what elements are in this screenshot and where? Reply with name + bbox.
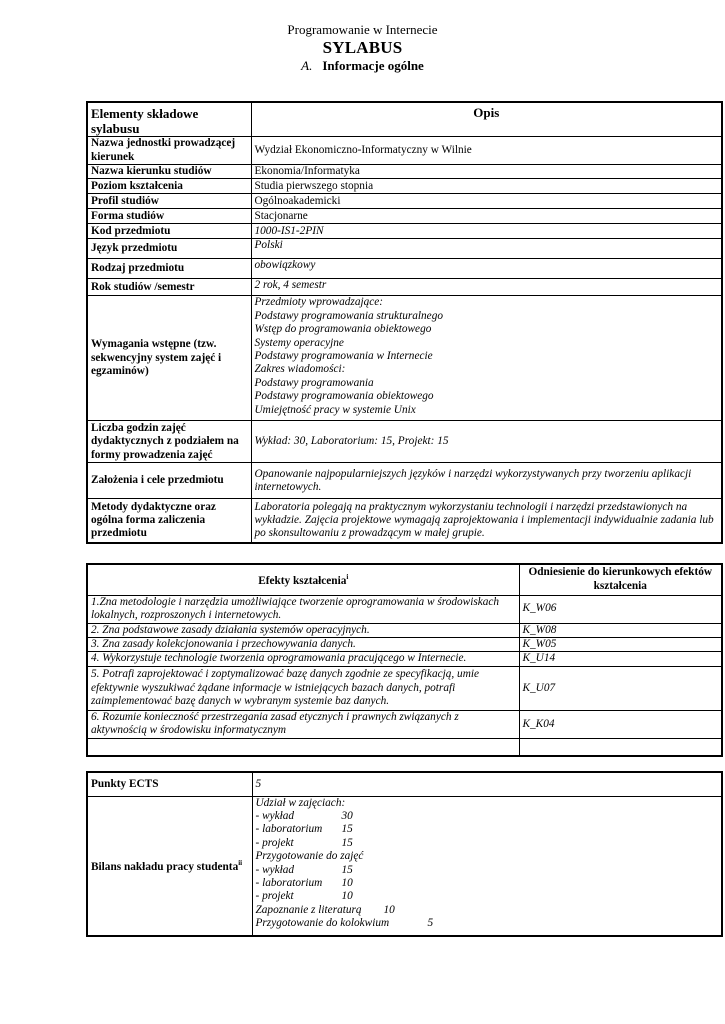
outcome-ref: K_W06	[519, 595, 722, 623]
section-number: A.	[301, 58, 313, 73]
row-label: Forma studiów	[87, 209, 251, 224]
row-label: Rok studiów /semestr	[87, 279, 251, 296]
row-label: Poziom kształcenia	[87, 179, 251, 194]
section-heading	[0, 58, 725, 74]
col-header-reference: Odniesienie do kierunkowych efektów kształcenia	[519, 564, 722, 595]
row-label: Język przedmiotu	[87, 239, 251, 259]
balance-item-name: - wykład	[255, 863, 295, 876]
outcomes-header-text: Efekty kształcenia	[258, 574, 347, 587]
row-value: 2 rok, 4 semestr	[251, 279, 722, 296]
outcome-text: 6. Rozumie konieczność przestrzegania zasad etycznych i prawnych związanych z aktywnością w środowisku informatycznym	[87, 710, 519, 738]
balance-item-value: 10	[383, 903, 395, 916]
section-title: Informacje ogólne	[322, 58, 424, 73]
table-row	[87, 666, 722, 710]
outcome-text: 1.Zna metodologie i narzędzia umożliwiające tworzenie oprogramowania w środowiskach lokalnych, rozproszonych i internetowych.	[87, 595, 519, 623]
row-label: Kod przedmiotu	[87, 224, 251, 239]
table-row	[87, 463, 722, 499]
table-row	[87, 772, 722, 796]
outcome-ref: K_W08	[519, 623, 722, 637]
list-item: Systemy operacyjne	[254, 336, 344, 349]
col-header-outcomes	[87, 564, 519, 595]
outcome-text: 5. Potrafi zaprojektować i zoptymalizować bazę danych zgodnie ze specyfikacją, umie efektywnie wyszukiwać żądane informacje w istniejących bazach danych, potrafi zaimplementować bazę danych w wybranym systemie baz danych.	[87, 666, 519, 710]
list-item: Podstawy programowania	[254, 376, 374, 389]
row-label: Nazwa kierunku studiów	[87, 165, 251, 179]
balance-item-value: 15	[341, 823, 353, 836]
table-row	[87, 637, 722, 651]
list-item: Podstawy programowania obiektowego	[254, 390, 434, 403]
ects-value: 5	[252, 772, 722, 796]
list-item: Przedmioty wprowadzające:	[254, 296, 384, 309]
table-row	[87, 652, 722, 666]
outcome-ref: K_U07	[519, 666, 722, 710]
balance-item-value: 30	[341, 809, 353, 822]
goals-value: Opanowanie najpopularniejszych języków i narzędzi wykorzystywanych przy tworzeniu aplikacji internetowych.	[251, 463, 722, 499]
list-item	[256, 917, 719, 930]
table-row	[87, 259, 722, 279]
balance-list	[252, 796, 722, 936]
balance-item-value: 10	[341, 876, 353, 889]
row-label: Nazwa jednostki prowadzącej kierunek	[87, 137, 251, 165]
row-value: obowiązkowy	[251, 259, 722, 279]
hours-value: Wykład: 30, Laboratorium: 15, Projekt: 15	[251, 421, 722, 463]
list-item	[256, 877, 719, 890]
table-row	[87, 499, 722, 543]
col-header-elements: Elementy składowe sylabusu	[87, 102, 251, 137]
outcome-ref: K_K04	[519, 710, 722, 738]
row-value: Ekonomia/Informatyka	[251, 165, 722, 179]
footnote-marker: ii	[238, 859, 243, 868]
table-row	[87, 623, 722, 637]
row-value: 1000-IS1-2PIN	[251, 224, 722, 239]
table-row	[87, 179, 722, 194]
list-item	[256, 823, 719, 836]
table-row	[87, 796, 722, 936]
empty-cell	[519, 738, 722, 756]
methods-label: Metody dydaktyczne oraz ogólna forma zaliczenia przedmiotu	[87, 499, 251, 543]
table-row	[87, 194, 722, 209]
row-label: Rodzaj przedmiotu	[87, 259, 251, 279]
list-item: Zakres wiadomości:	[254, 363, 346, 376]
table-row	[87, 209, 722, 224]
list-item	[256, 904, 719, 917]
outcome-text: 3. Zna zasady kolekcjonowania i przechowywania danych.	[87, 637, 519, 651]
balance-item-name: Przygotowanie do zajęć	[255, 850, 364, 863]
list-item	[256, 810, 719, 823]
balance-item-name: Przygotowanie do kolokwium	[255, 917, 390, 930]
list-item: Umiejętność pracy w systemie Unix	[254, 403, 416, 416]
list-item: Wstęp do programowania obiektowego	[254, 323, 432, 336]
hours-label: Liczba godzin zajęć dydaktycznych z podziałem na formy prowadzenia zajęć	[87, 421, 251, 463]
table-row	[87, 710, 722, 738]
goals-label: Założenia i cele przedmiotu	[87, 463, 251, 499]
balance-item-name: - wykład	[255, 809, 295, 822]
footnote-marker: i	[346, 573, 349, 582]
balance-label: Bilans nakładu pracy studenta	[91, 860, 239, 873]
balance-item-value: 15	[341, 836, 353, 849]
balance-item-name: - projekt	[255, 836, 294, 849]
list-item: Podstawy programowania w Internecie	[254, 350, 433, 363]
list-item: Podstawy programowania strukturalnego	[254, 309, 443, 322]
row-value: Polski	[251, 239, 722, 259]
outcome-ref: K_W05	[519, 637, 722, 651]
outcome-text: 4. Wykorzystuje technologie tworzenia oprogramowania pracującego w Internecie.	[87, 652, 519, 666]
balance-item-value: 15	[341, 863, 353, 876]
learning-outcomes-table	[86, 563, 723, 757]
ects-table	[86, 771, 723, 937]
balance-item-value: 10	[341, 890, 353, 903]
ects-label: Punkty ECTS	[87, 772, 252, 796]
table-row	[87, 165, 722, 179]
table-row	[87, 421, 722, 463]
list-item	[256, 837, 719, 850]
col-header-description: Opis	[251, 102, 722, 137]
prereq-label: Wymagania wstępne (tzw. sekwencyjny system zajęć i egzaminów)	[87, 296, 251, 421]
course-title: Programowanie w Internecie	[287, 22, 438, 37]
methods-value: Laboratoria polegają na praktycznym wykorzystaniu technologii i narzędzi przedstawionych na wykładzie. Zajęcia projektowe wymagają zaprojektowania i implementacji indywidualnie zadania lub po skonsultowaniu z prowadzącym w małej grupie.	[251, 499, 722, 543]
general-info-table	[86, 101, 723, 544]
outcome-text: 2. Zna podstawowe zasady działania systemów operacyjnych.	[87, 623, 519, 637]
balance-item-name: - laboratorium	[255, 876, 323, 889]
table-row	[87, 595, 722, 623]
table-row	[87, 738, 722, 756]
document-title: SYLABUS	[322, 38, 403, 57]
list-item	[256, 850, 719, 863]
row-value: Stacjonarne	[251, 209, 722, 224]
table-row	[87, 296, 722, 421]
table-row	[87, 239, 722, 259]
balance-item-name: Udział w zajęciach:	[255, 796, 346, 809]
list-item	[256, 890, 719, 903]
table-row	[87, 137, 722, 165]
balance-item-name: Zapoznanie z literaturą	[255, 903, 362, 916]
outcome-ref: K_U14	[519, 652, 722, 666]
balance-item-name: - laboratorium	[255, 823, 323, 836]
empty-cell	[87, 738, 519, 756]
balance-item-name: - projekt	[255, 890, 294, 903]
table-row	[87, 279, 722, 296]
row-value: Ogólnoakademicki	[251, 194, 722, 209]
table-row	[87, 224, 722, 239]
prereq-list	[251, 296, 722, 421]
row-value: Studia pierwszego stopnia	[251, 179, 722, 194]
list-item	[256, 797, 719, 810]
row-label: Profil studiów	[87, 194, 251, 209]
balance-item-value: 5	[427, 917, 434, 930]
list-item	[256, 864, 719, 877]
balance-label-cell	[87, 796, 252, 936]
row-value: Wydział Ekonomiczno-Informatyczny w Wilnie	[251, 137, 722, 165]
